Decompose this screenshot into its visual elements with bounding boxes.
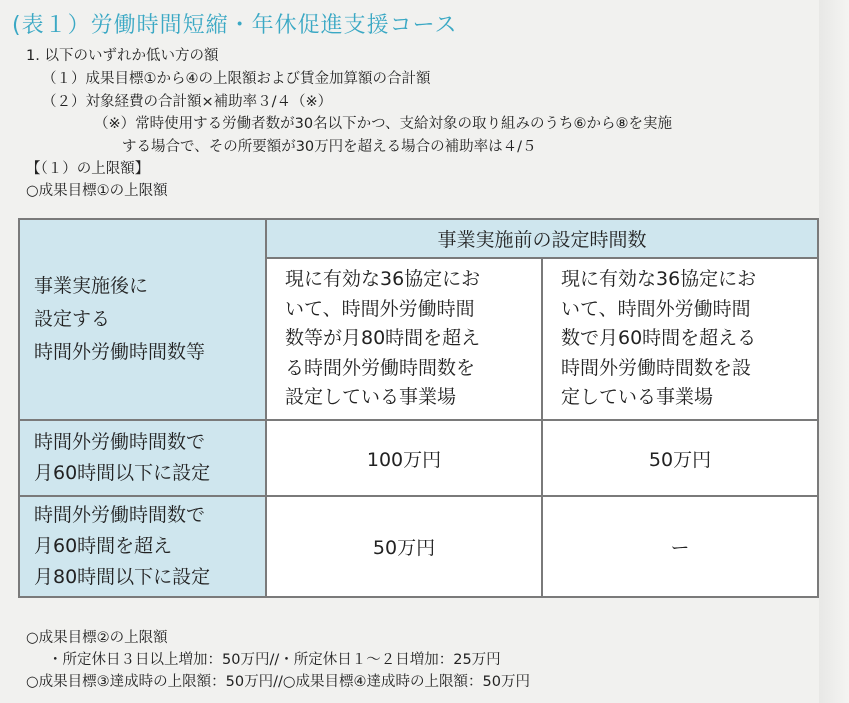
col1-line-2: いて、時間外労働時間 — [285, 297, 475, 320]
table-title: (表１）労働時間短縮・年休促進支援コース — [12, 13, 458, 38]
table-row — [19, 496, 818, 597]
intro-note-2: する場合で、その所要額が30万円を超える場合の補助率は４/５ — [122, 139, 537, 155]
footer-line-2: ・所定休日３日以上増加：50万円//・所定休日１～２日増加：25万円 — [48, 652, 501, 668]
intro-line-3: （２）対象経費の合計額×補助率３/４（※） — [42, 94, 333, 110]
section-heading: 【（１）の上限額】 — [26, 161, 150, 177]
table-row — [19, 420, 818, 496]
column-header-80h — [266, 258, 542, 420]
row1-line-2: 月60時間以下に設定 — [34, 462, 211, 484]
corner-line-3: 時間外労働時間数等 — [34, 341, 206, 363]
corner-line-2: 設定する — [34, 308, 111, 330]
col1-line-3: 数等が月80時間を超え — [285, 327, 481, 350]
col1-line-5: 設定している事業場 — [285, 386, 457, 409]
col2-line-1: 現に有効な36協定にお — [561, 268, 757, 291]
footer-line-1: ○成果目標②の上限額 — [26, 630, 168, 646]
intro-line-2: （１）成果目標①から④の上限額および賃金加算額の合計額 — [42, 71, 431, 87]
col2-line-4: 時間外労働時間数を設 — [561, 356, 752, 379]
cell-dash: ー — [542, 496, 818, 597]
cell-amount: 50万円 — [542, 420, 818, 496]
col2-line-5: 定している事業場 — [561, 386, 714, 409]
row2-line-3: 月80時間以下に設定 — [34, 566, 211, 588]
page-edge-shadow — [819, 0, 849, 703]
column-header-60h — [542, 258, 818, 420]
column-group-header: 事業実施前の設定時間数 — [266, 219, 818, 258]
cell-amount: 50万円 — [266, 496, 542, 597]
col2-line-2: いて、時間外労働時間 — [561, 297, 751, 320]
col2-line-3: 数で月60時間を超える — [561, 327, 757, 350]
table-header-row — [19, 219, 818, 258]
row2-line-2: 月60時間を超え — [34, 535, 173, 557]
footer-line-3: ○成果目標③達成時の上限額：50万円//○成果目標④達成時の上限額：50万円 — [26, 674, 530, 690]
subsection-heading: ○成果目標①の上限額 — [26, 183, 168, 199]
corner-line-1: 事業実施後に — [34, 275, 149, 297]
col1-line-1: 現に有効な36協定にお — [285, 268, 481, 291]
row1-line-1: 時間外労働時間数で — [34, 431, 206, 453]
row-header-60h — [19, 420, 266, 496]
row2-line-1: 時間外労働時間数で — [34, 504, 206, 526]
col1-line-4: る時間外労働時間数を — [285, 356, 476, 379]
intro-line-1: 1. 以下のいずれか低い方の額 — [26, 48, 219, 64]
cell-amount: 100万円 — [266, 420, 542, 496]
corner-header-cell — [19, 219, 266, 420]
row-header-80h — [19, 496, 266, 597]
subsidy-table — [18, 218, 819, 598]
intro-note-1: （※）常時使用する労働者数が30名以下かつ、支給対象の取り組みのうち⑥から⑧を実施 — [94, 116, 673, 132]
